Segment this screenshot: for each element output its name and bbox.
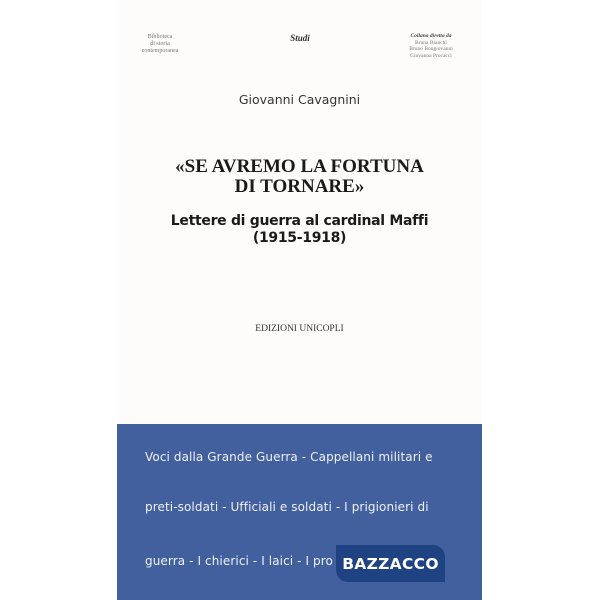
series-left-line: Biblioteca: [147, 34, 173, 40]
book-title-line: «SE AVREMO LA FORTUNA: [175, 156, 424, 177]
series-editor: Bruno Bongiovanni: [409, 46, 453, 52]
book-subtitle-line: Lettere di guerra al cardinal Maffi: [170, 213, 429, 229]
topics-line: Voci dalla Grande Guerra - Cappellani militari e: [145, 450, 433, 464]
book-title-line: DI TORNARE»: [234, 176, 365, 197]
book-subtitle-line: (1915-1918): [252, 230, 347, 246]
series-label: Studi: [290, 33, 310, 43]
series-left-line: di storia: [150, 41, 170, 47]
series-left-line: contemporanea: [141, 48, 179, 54]
series-editors: [388, 33, 474, 59]
series-editor: Bruna Bianchi: [415, 39, 447, 46]
book-title: [117, 157, 482, 197]
topics-line: preti-soldati - Ufficiali e soldati - I prigionieri di: [145, 500, 429, 514]
series-editors-heading: Collana diretta da: [410, 33, 452, 39]
series-name-left: [135, 34, 185, 55]
topics-line: guerra - I chierici - I laici - I pro: [145, 554, 333, 568]
series-editor: Giovanna Procacci: [410, 52, 452, 59]
book-subtitle: [117, 213, 482, 247]
bazzacco-logo-badge: BAZZACCO: [336, 545, 445, 582]
publisher-name: EDIZIONI UNICOPLI: [255, 324, 344, 334]
author-name: Giovanni Cavagnini: [238, 92, 361, 107]
